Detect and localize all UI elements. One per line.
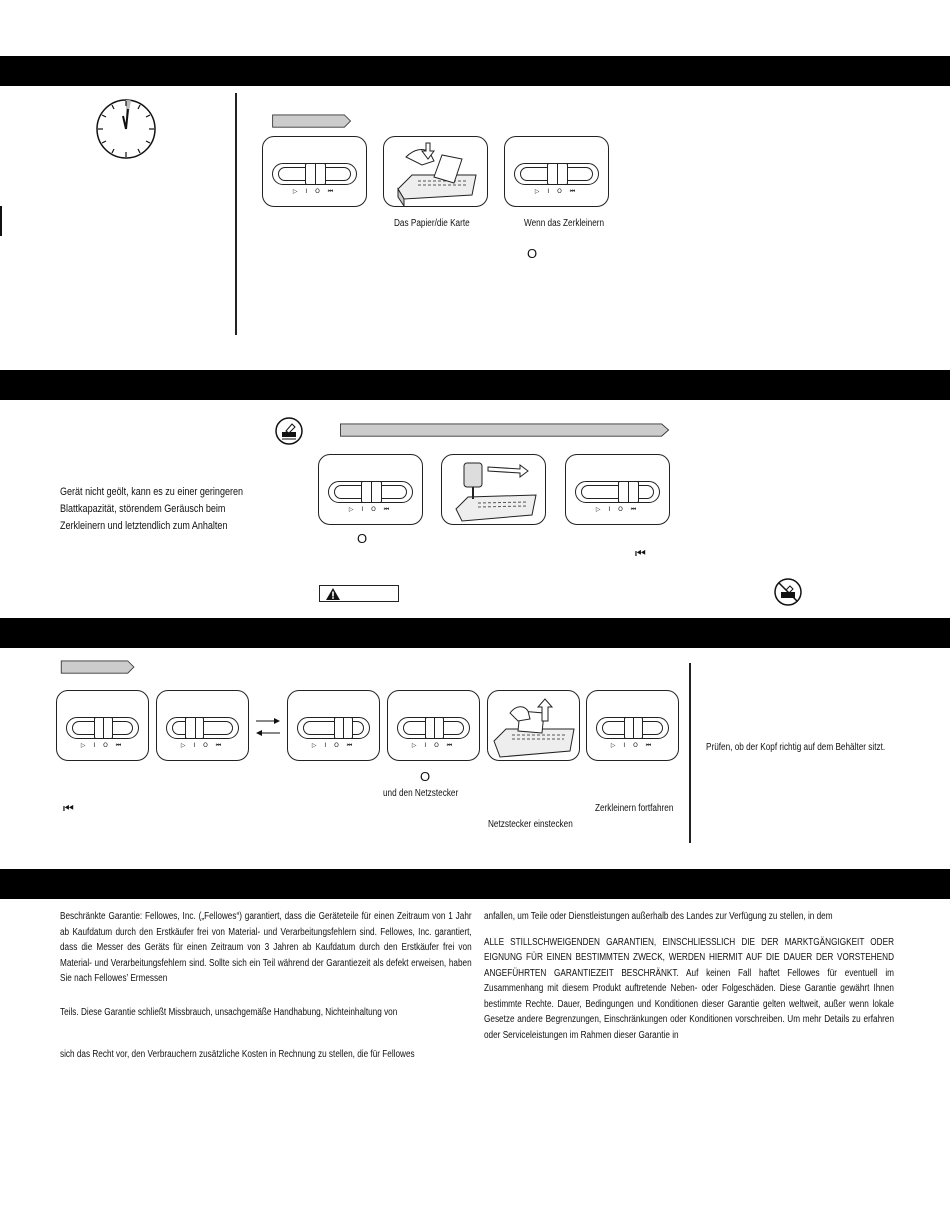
oil-bottle-illustration: [442, 455, 545, 524]
shredder-switch: [328, 481, 413, 503]
warning-triangle-icon: [326, 588, 340, 600]
caption-unplug: und den Netzstecker: [383, 788, 459, 799]
shredder-switch: [166, 717, 239, 739]
warning-box: [319, 585, 399, 602]
switch-symbols: ▷ I O ⏮: [534, 188, 579, 195]
off-symbol: O: [357, 531, 368, 546]
panel-insert-paper: [383, 136, 488, 207]
shredder-switch: [272, 163, 357, 185]
switch-symbols: ▷ I O ⏮: [595, 506, 640, 513]
caption-paper: Das Papier/die Karte: [394, 218, 470, 229]
shredder-switch: [297, 717, 370, 739]
reverse-symbol: ⏮: [635, 546, 646, 560]
switch-symbols: ▷ I O ⏮: [80, 742, 125, 749]
panel-apply-oil: [441, 454, 546, 525]
section-header-maintenance: [0, 370, 950, 400]
panel-switch-auto: [262, 136, 367, 207]
shredder-remove-paper-illustration: [488, 691, 579, 760]
shredder-switch: [397, 717, 470, 739]
warranty-paragraph: sich das Recht vor, den Verbrauchern zusätzliche Kosten in Rechnung zu stellen, die für Fellowes: [60, 1049, 415, 1060]
section-header-troubleshooting: [0, 618, 950, 648]
switch-symbols: ▷ I O ⏮: [311, 742, 356, 749]
oiling-text: Gerät nicht geölt, kann es zu einer geringeren Blattkapazität, störendem Geräusch beim Zerkleinern und letztendlich zum Anhalten: [60, 486, 244, 532]
switch-symbols: ▷ I O ⏮: [411, 742, 456, 749]
clock-icon: [95, 98, 157, 165]
forward-reverse-arrows-icon: [254, 715, 282, 739]
warranty-paragraph: ALLE STILLSCHWEIGENDEN GARANTIEN, EINSCHLIESSLICH DIE DER MARKTGÄNGIGKEIT ODER EIGNUNG FÜR EINEN BESTIMMTEN ZWECK, WERDEN HIERMIT AUF DIE DAUER DER VORSTEHEND ANGEFÜHRTEN GARANTIEZEIT BESCHRÄNKT. Auf keinen Fall haftet Fellowes für eventuell im Zusammenhang mit diesem Produkt auftretende Neben- oder Folgeschäden. Diese Garantie gewährt Ihnen bestimmte Rechte. Dauer, Bedingungen und Konditionen dieser Garantie gelten weltweit, außer wenn lokale Gesetze andere Begrenzungen, Einschränkungen oder Konditionen vorschreiben. Um mehr Details zu erfahren oder Serviceleistungen im Rahmen dieser Garantie in: [484, 936, 894, 1041]
no-aerosol-icon: [773, 577, 803, 612]
caption-shred: Wenn das Zerkleinern: [524, 218, 605, 229]
maintenance-arrow-bar: [316, 423, 694, 437]
shredder-switch: [66, 717, 139, 739]
section-header-warranty: [0, 869, 950, 899]
section-header-operation: [0, 56, 950, 86]
shredder-insert-paper-illustration: [384, 137, 487, 206]
troubleshoot-arrow-bar: [55, 660, 141, 674]
switch-symbols: ▷ I O ⏮: [348, 506, 393, 513]
warranty-right-column: [484, 909, 950, 1043]
reverse-symbol: ⏮: [63, 801, 74, 815]
switch-symbols: ▷ I O ⏮: [292, 188, 337, 195]
switch-symbols: ▷ I O ⏮: [180, 742, 225, 749]
left-edge-mark: [0, 206, 2, 236]
panel-switch-after: [504, 136, 609, 207]
shredder-switch: [514, 163, 599, 185]
shredder-switch: [575, 481, 660, 503]
check-head-note: Prüfen, ob der Kopf richtig auf dem Behälter sitzt.: [706, 742, 886, 753]
switch-symbols: ▷ I O ⏮: [610, 742, 655, 749]
panel-jam-4: [387, 690, 480, 761]
warranty-paragraph: anfallen, um Teile oder Dienstleistungen außerhalb des Landes zur Verfügung zu stellen, in dem: [484, 911, 833, 922]
oil-icon: [274, 416, 304, 451]
troubleshoot-divider: [689, 663, 691, 843]
warranty-paragraph: Teils. Diese Garantie schließt Missbrauch, unsachgemäße Handhabung, Nichteinhaltung von: [60, 1006, 398, 1018]
panel-jam-1: [56, 690, 149, 761]
column-divider: [235, 93, 237, 335]
panel-jam-3: [287, 690, 380, 761]
warranty-paragraph: Beschränkte Garantie: Fellowes, Inc. („Fellowes“) garantiert, dass die Geräteteile für einen Zeitraum von 1 Jahr ab Kaufdatum durch den Erstkäufer frei von Material- und Verarbeitungsfehlern sind. Fellowes, Inc. garantiert, dass die Messer des Geräts für einen Zeitraum von 3 Jahren ab Kaufdatum durch den Erstkäufer frei von Material- und Verarbeitungsfehlern sind. Sollte sich ein Teil während der Garantiezeit als defekt erweisen, haben Sie nach Fellowes’ Ermessen: [60, 911, 472, 984]
caption-plug-in: Netzstecker einstecken: [488, 819, 573, 830]
panel-jam-2: [156, 690, 249, 761]
step-arrow-bar: [266, 114, 358, 128]
panel-jam-6: [586, 690, 679, 761]
off-symbol: O: [420, 769, 431, 784]
caption-continue: Zerkleinern fortfahren: [595, 803, 674, 814]
panel-remove-paper: [487, 690, 580, 761]
panel-switch-off: [318, 454, 423, 525]
shredder-switch: [596, 717, 669, 739]
off-symbol: O: [527, 246, 538, 261]
panel-switch-reverse: [565, 454, 670, 525]
